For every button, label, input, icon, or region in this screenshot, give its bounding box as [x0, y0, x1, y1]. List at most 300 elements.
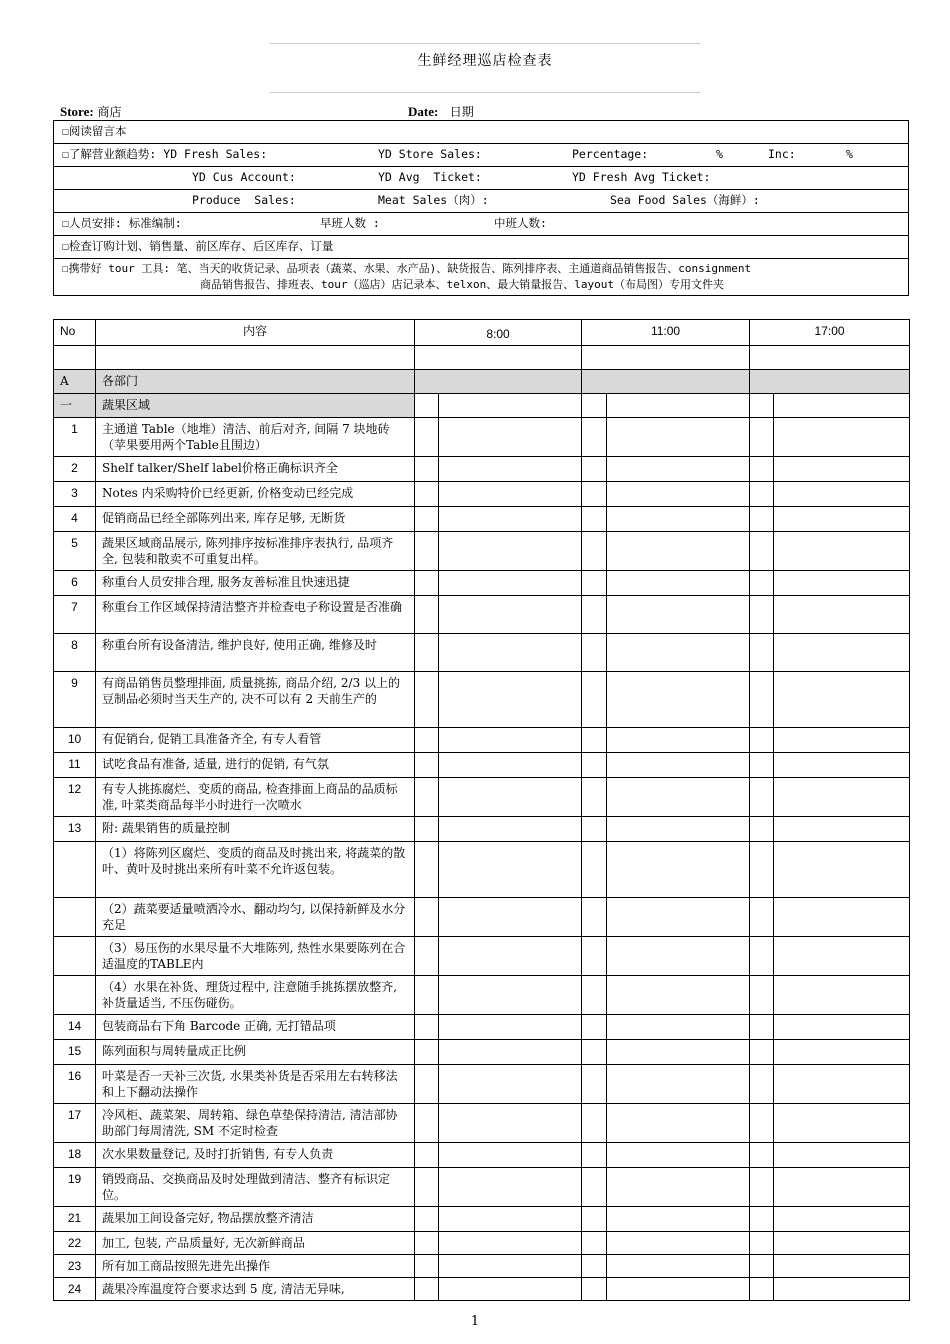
check-cell[interactable] [582, 937, 607, 976]
check-cell[interactable] [750, 532, 774, 571]
check-cell[interactable] [750, 842, 774, 898]
meat-sales: Meat Sales（肉）: [378, 193, 489, 207]
row-content: 主通道 Table（地堆）清洁、前后对齐, 间隔 7 块地砖（苹果要用两个Table且围边） [96, 418, 415, 457]
check-cell[interactable] [582, 778, 607, 817]
note-cell[interactable] [439, 976, 582, 1015]
note-cell[interactable] [607, 634, 750, 672]
row-number: 16 [54, 1065, 96, 1104]
check-cell[interactable] [750, 1015, 774, 1040]
note-cell[interactable] [439, 1015, 582, 1040]
check-cell[interactable] [582, 394, 607, 418]
check-cell[interactable] [415, 1278, 439, 1301]
check-cell[interactable] [750, 457, 774, 482]
note-cell[interactable] [607, 753, 750, 778]
row-content: 促销商品已经全部陈列出来, 库存足够, 无断货 [96, 507, 415, 532]
table-row [54, 482, 910, 507]
middle-shift: 中班人数: [494, 216, 547, 230]
check-cell[interactable] [415, 728, 439, 753]
check-cell[interactable] [415, 532, 439, 571]
table-row [54, 532, 910, 571]
note-cell[interactable] [774, 1278, 910, 1301]
note-cell[interactable] [607, 728, 750, 753]
note-cell[interactable] [774, 1143, 910, 1168]
row-number: 3 [54, 482, 96, 507]
note-cell[interactable] [774, 937, 910, 976]
date-field [408, 103, 474, 120]
note-cell[interactable] [439, 817, 582, 842]
note-cell[interactable] [607, 1168, 750, 1207]
row-number: 19 [54, 1168, 96, 1207]
tour-tools-line2: 商品销售报告、排班表、tour（巡店）店记录本、telxon、最大销量报告、layout（布局图）专用文件夹 [200, 278, 724, 291]
note-cell[interactable] [607, 394, 750, 418]
page-number: 1 [470, 1314, 480, 1329]
check-cell[interactable] [750, 937, 774, 976]
check-cell[interactable] [415, 1232, 439, 1255]
row-number: 23 [54, 1255, 96, 1278]
store-value: 商店 [97, 105, 122, 119]
check-cell[interactable] [415, 753, 439, 778]
note-cell[interactable] [774, 1065, 910, 1104]
note-cell[interactable] [439, 507, 582, 532]
check-cell[interactable] [582, 898, 607, 937]
note-cell[interactable] [439, 532, 582, 571]
header-time-0800: 8:00 [415, 320, 582, 346]
info-staffing [54, 213, 909, 236]
check-cell[interactable] [415, 596, 439, 634]
note-cell[interactable] [439, 898, 582, 937]
check-cell[interactable] [750, 1168, 774, 1207]
table-row [54, 1040, 910, 1065]
table-row [54, 817, 910, 842]
info-customer-row [54, 167, 909, 190]
tour-tools-line1: ☐携带好 tour 工具: 笔、当天的收货记录、品项表（蔬菜、水果、水产品)、缺货报告、陈列排序表、主通道商品销售报告、consignment [62, 262, 752, 275]
row-content: 次水果数量登记, 及时打折销售, 有专人负责 [96, 1143, 415, 1168]
yd-avg-ticket: YD Avg Ticket: [378, 170, 482, 184]
row-content: （1）将陈列区腐烂、变质的商品及时挑出来, 将蔬菜的散叶、黄叶及时挑出来所有叶菜不允许返包装。 [96, 842, 415, 898]
check-cell[interactable] [582, 842, 607, 898]
check-cell[interactable] [582, 1207, 607, 1232]
percentage-label: Percentage: [572, 147, 649, 161]
blank-cell [415, 346, 582, 370]
title-box [270, 43, 700, 93]
row-number: 14 [54, 1015, 96, 1040]
check-cell[interactable] [582, 1278, 607, 1301]
check-cell[interactable] [415, 1015, 439, 1040]
seafood-sales: Sea Food Sales（海鲜）: [610, 193, 760, 207]
row-content: （3）易压伤的水果尽量不大堆陈列, 热性水果要陈列在合适温度的TABLE内 [96, 937, 415, 976]
note-cell[interactable] [607, 532, 750, 571]
check-cell[interactable] [750, 482, 774, 507]
note-cell[interactable] [439, 753, 582, 778]
check-cell[interactable] [415, 457, 439, 482]
note-cell[interactable] [607, 976, 750, 1015]
row-content: 附: 蔬果销售的质量控制 [96, 817, 415, 842]
produce-sales: Produce Sales: [192, 193, 296, 207]
row-number [54, 937, 96, 976]
row-number [54, 976, 96, 1015]
blank-cell [96, 346, 415, 370]
yd-store-sales: YD Store Sales: [378, 147, 482, 161]
table-row [54, 672, 910, 728]
note-cell[interactable] [439, 1232, 582, 1255]
store-label: Store: [60, 104, 94, 119]
info-category-sales [54, 190, 909, 213]
check-cell[interactable] [750, 817, 774, 842]
check-cell[interactable] [750, 634, 774, 672]
row-content: 称重台人员安排合理, 服务友善标准且快速迅捷 [96, 571, 415, 596]
row-content: 加工, 包装, 产品质量好, 无次新鲜商品 [96, 1232, 415, 1255]
info-tour-tools [54, 259, 909, 296]
note-cell[interactable] [439, 418, 582, 457]
note-cell[interactable] [607, 457, 750, 482]
note-cell[interactable] [439, 728, 582, 753]
check-cell[interactable] [582, 1232, 607, 1255]
note-cell[interactable] [774, 507, 910, 532]
blank-cell [582, 346, 750, 370]
note-cell[interactable] [607, 1065, 750, 1104]
check-cell[interactable] [582, 507, 607, 532]
section-a-no: A [54, 370, 96, 394]
row-content: 试吃食品有准备, 适量, 进行的促销, 有气氛 [96, 753, 415, 778]
check-cell[interactable] [582, 1015, 607, 1040]
check-cell[interactable] [415, 898, 439, 937]
table-row [54, 1143, 910, 1168]
header-time-1700: 17:00 [750, 320, 910, 346]
check-cell[interactable] [582, 728, 607, 753]
check-cell[interactable] [415, 937, 439, 976]
check-cell[interactable] [750, 1065, 774, 1104]
header-content: 内容 [96, 320, 415, 346]
table-row [54, 1015, 910, 1040]
row-content: 有促销台, 促销工具准备齐全, 有专人看管 [96, 728, 415, 753]
table-row [54, 1255, 910, 1278]
blank-cell [750, 346, 910, 370]
check-cell[interactable] [750, 753, 774, 778]
note-cell[interactable] [439, 394, 582, 418]
check-cell[interactable] [750, 418, 774, 457]
note-cell[interactable] [774, 418, 910, 457]
check-cell[interactable] [415, 1143, 439, 1168]
note-cell[interactable] [607, 571, 750, 596]
note-cell[interactable] [439, 672, 582, 728]
row-content: 蔬果冷库温度符合要求达到 5 度, 清洁无异味, [96, 1278, 415, 1301]
table-row [54, 507, 910, 532]
check-cell[interactable] [582, 418, 607, 457]
row-number: 8 [54, 634, 96, 672]
check-cell[interactable] [750, 778, 774, 817]
note-cell[interactable] [607, 672, 750, 728]
check-cell[interactable] [582, 1040, 607, 1065]
row-content: Notes 内采购特价已经更新, 价格变动已经完成 [96, 482, 415, 507]
check-cell[interactable] [415, 817, 439, 842]
note-cell[interactable] [607, 898, 750, 937]
row-content: 有商品销售员整理排面, 质量挑拣, 商品介绍, 2/3 以上的豆制品必须时当天生产的, 决不可以有 2 天前生产的 [96, 672, 415, 728]
check-cell[interactable] [750, 1232, 774, 1255]
note-cell[interactable] [439, 778, 582, 817]
row-content: 陈列面积与周转量成正比例 [96, 1040, 415, 1065]
note-cell[interactable] [607, 842, 750, 898]
note-cell[interactable] [774, 482, 910, 507]
check-cell[interactable] [415, 634, 439, 672]
table-row [54, 596, 910, 634]
header-no: No [54, 320, 96, 346]
check-cell[interactable] [582, 571, 607, 596]
table-row [54, 937, 910, 976]
table-row [54, 842, 910, 898]
date-value: 日期 [449, 105, 474, 119]
check-cell[interactable] [582, 976, 607, 1015]
row-content: Shelf talker/Shelf label价格正确标识齐全 [96, 457, 415, 482]
check-cell[interactable] [582, 1104, 607, 1143]
row-content: 所有加工商品按照先进先出操作 [96, 1255, 415, 1278]
table-row [54, 1168, 910, 1207]
percentage-unit: % [716, 147, 723, 161]
row-number: 15 [54, 1040, 96, 1065]
note-cell[interactable] [607, 596, 750, 634]
row-number: 5 [54, 532, 96, 571]
check-cell[interactable] [750, 898, 774, 937]
info-read-notes: ☐阅读留言本 [54, 121, 909, 144]
note-cell[interactable] [774, 728, 910, 753]
note-cell[interactable] [774, 457, 910, 482]
note-cell[interactable] [774, 1040, 910, 1065]
table-row [54, 1065, 910, 1104]
table-row [54, 728, 910, 753]
note-cell[interactable] [439, 482, 582, 507]
check-cell[interactable] [750, 1143, 774, 1168]
section-1-title: 蔬果区域 [96, 394, 415, 418]
note-cell[interactable] [439, 842, 582, 898]
section-a-title: 各部门 [96, 370, 415, 394]
note-cell[interactable] [439, 1065, 582, 1104]
row-number: 13 [54, 817, 96, 842]
row-number: 12 [54, 778, 96, 817]
check-cell[interactable] [582, 1255, 607, 1278]
note-cell[interactable] [439, 571, 582, 596]
inc-unit: % [846, 147, 853, 161]
note-cell[interactable] [774, 898, 910, 937]
blank-cell [54, 346, 96, 370]
note-cell[interactable] [439, 937, 582, 976]
check-cell[interactable] [415, 1207, 439, 1232]
note-cell[interactable] [439, 596, 582, 634]
note-cell[interactable] [607, 1207, 750, 1232]
check-cell[interactable] [750, 571, 774, 596]
note-cell[interactable] [607, 1040, 750, 1065]
check-cell[interactable] [415, 507, 439, 532]
section-a-cell [750, 370, 910, 394]
check-cell[interactable] [582, 457, 607, 482]
table-row [54, 1104, 910, 1143]
check-cell[interactable] [750, 1278, 774, 1301]
row-number [54, 842, 96, 898]
note-cell[interactable] [774, 842, 910, 898]
check-cell[interactable] [415, 672, 439, 728]
date-label: Date: [408, 104, 439, 119]
note-cell[interactable] [774, 596, 910, 634]
row-number [54, 898, 96, 937]
page-title: 生鲜经理巡店检查表 [417, 53, 553, 69]
check-cell[interactable] [750, 976, 774, 1015]
note-cell[interactable] [774, 1015, 910, 1040]
table-row [54, 753, 910, 778]
check-cell[interactable] [415, 1168, 439, 1207]
note-cell[interactable] [439, 634, 582, 672]
yd-fresh-sales: ☐了解营业额趋势: YD Fresh Sales: [62, 147, 268, 161]
row-number: 2 [54, 457, 96, 482]
table-row [54, 898, 910, 937]
table-row [54, 1232, 910, 1255]
note-cell[interactable] [774, 976, 910, 1015]
inspection-table [53, 319, 910, 1301]
note-cell[interactable] [607, 1015, 750, 1040]
note-cell[interactable] [607, 778, 750, 817]
note-cell[interactable] [774, 571, 910, 596]
row-number: 22 [54, 1232, 96, 1255]
check-cell[interactable] [582, 482, 607, 507]
note-cell[interactable] [607, 937, 750, 976]
table-row [54, 457, 910, 482]
check-cell[interactable] [750, 728, 774, 753]
yd-fresh-avg-ticket: YD Fresh Avg Ticket: [572, 170, 711, 184]
check-cell[interactable] [750, 1255, 774, 1278]
inc-label: Inc: [768, 147, 796, 161]
row-content: 称重台所有设备清洁, 维护良好, 使用正确, 维修及时 [96, 634, 415, 672]
note-cell[interactable] [439, 1104, 582, 1143]
check-cell[interactable] [750, 672, 774, 728]
row-content: 称重台工作区域保持清洁整齐并检查电子称设置是否准确 [96, 596, 415, 634]
check-cell[interactable] [582, 753, 607, 778]
table-row [54, 1207, 910, 1232]
row-content: 销毁商品、交换商品及时处理做到清洁、整齐有标识定位。 [96, 1168, 415, 1207]
check-cell[interactable] [415, 842, 439, 898]
note-cell[interactable] [774, 1168, 910, 1207]
check-cell[interactable] [750, 1104, 774, 1143]
note-cell[interactable] [607, 1278, 750, 1301]
check-cell[interactable] [582, 596, 607, 634]
check-cell[interactable] [415, 394, 439, 418]
note-cell[interactable] [439, 1040, 582, 1065]
check-cell[interactable] [415, 778, 439, 817]
note-cell[interactable] [439, 457, 582, 482]
table-row [54, 418, 910, 457]
check-cell[interactable] [415, 1065, 439, 1104]
note-cell[interactable] [439, 1278, 582, 1301]
note-cell[interactable] [774, 634, 910, 672]
table-row [54, 1278, 910, 1301]
check-cell[interactable] [750, 394, 774, 418]
check-cell[interactable] [750, 1040, 774, 1065]
row-number: 18 [54, 1143, 96, 1168]
note-cell[interactable] [607, 1143, 750, 1168]
note-cell[interactable] [774, 1207, 910, 1232]
row-number: 24 [54, 1278, 96, 1301]
row-number: 7 [54, 596, 96, 634]
note-cell[interactable] [774, 778, 910, 817]
note-cell[interactable] [774, 817, 910, 842]
table-row [54, 976, 910, 1015]
row-content: 叶菜是否一天补三次货, 水果类补货是否采用左右转移法和上下翻动法操作 [96, 1065, 415, 1104]
section-a-cell [582, 370, 750, 394]
check-cell[interactable] [415, 976, 439, 1015]
note-cell[interactable] [439, 1255, 582, 1278]
row-number: 1 [54, 418, 96, 457]
row-content: 蔬果加工间设备完好, 物品摆放整齐清洁 [96, 1207, 415, 1232]
check-cell[interactable] [750, 596, 774, 634]
note-cell[interactable] [774, 532, 910, 571]
row-content: 蔬果区域商品展示, 陈列排序按标准排序表执行, 品项齐全, 包装和散卖不可重复出样。 [96, 532, 415, 571]
row-content: （4）水果在补货、理货过程中, 注意随手挑拣摆放整齐, 补货量适当, 不压伤碰伤。 [96, 976, 415, 1015]
row-number: 4 [54, 507, 96, 532]
note-cell[interactable] [774, 1232, 910, 1255]
check-cell[interactable] [582, 817, 607, 842]
note-cell[interactable] [607, 418, 750, 457]
note-cell[interactable] [607, 507, 750, 532]
table-row [54, 571, 910, 596]
check-cell[interactable] [415, 418, 439, 457]
row-content: 包装商品右下角 Barcode 正确, 无打错品项 [96, 1015, 415, 1040]
note-cell[interactable] [774, 1104, 910, 1143]
row-content: 有专人挑拣腐烂、变质的商品, 检查排面上商品的品质标准, 叶菜类商品每半小时进行一次喷水 [96, 778, 415, 817]
morning-shift: 早班人数 : [320, 216, 380, 230]
note-cell[interactable] [774, 394, 910, 418]
note-cell[interactable] [439, 1143, 582, 1168]
table-row [54, 634, 910, 672]
checklist-rows [54, 418, 910, 1301]
note-cell[interactable] [607, 817, 750, 842]
check-cell[interactable] [415, 1040, 439, 1065]
note-cell[interactable] [774, 753, 910, 778]
row-number: 6 [54, 571, 96, 596]
check-cell[interactable] [582, 634, 607, 672]
check-cell[interactable] [415, 1104, 439, 1143]
note-cell[interactable] [607, 1104, 750, 1143]
note-cell[interactable] [439, 1207, 582, 1232]
check-cell[interactable] [750, 1207, 774, 1232]
info-checklist [53, 120, 909, 296]
info-order-check: ☐检查订购计划、销售量、前区库存、后区库存、订量 [54, 236, 909, 259]
note-cell[interactable] [439, 1168, 582, 1207]
info-sales-trend [54, 144, 909, 167]
table-row [54, 778, 910, 817]
check-cell[interactable] [582, 532, 607, 571]
row-number: 10 [54, 728, 96, 753]
row-number: 11 [54, 753, 96, 778]
note-cell[interactable] [607, 482, 750, 507]
check-cell[interactable] [415, 482, 439, 507]
store-field [60, 103, 122, 120]
check-cell[interactable] [415, 1255, 439, 1278]
section-1-no: 一 [54, 394, 96, 418]
yd-cus-account: YD Cus Account: [192, 170, 296, 184]
row-content: 冷风柜、蔬菜架、周转箱、绿色草垫保持清洁, 清洁部协助部门每周清洗, SM 不定时检查 [96, 1104, 415, 1143]
row-content: （2）蔬菜要适量喷洒冷水、翻动均匀, 以保持新鲜及水分充足 [96, 898, 415, 937]
note-cell[interactable] [774, 1255, 910, 1278]
check-cell[interactable] [582, 1143, 607, 1168]
check-cell[interactable] [415, 571, 439, 596]
note-cell[interactable] [607, 1255, 750, 1278]
header-time-1100: 11:00 [582, 320, 750, 346]
check-cell[interactable] [582, 1065, 607, 1104]
check-cell[interactable] [582, 1168, 607, 1207]
section-a-cell [415, 370, 582, 394]
note-cell[interactable] [774, 672, 910, 728]
note-cell[interactable] [607, 1232, 750, 1255]
check-cell[interactable] [750, 507, 774, 532]
check-cell[interactable] [582, 672, 607, 728]
row-number: 17 [54, 1104, 96, 1143]
row-number: 21 [54, 1207, 96, 1232]
